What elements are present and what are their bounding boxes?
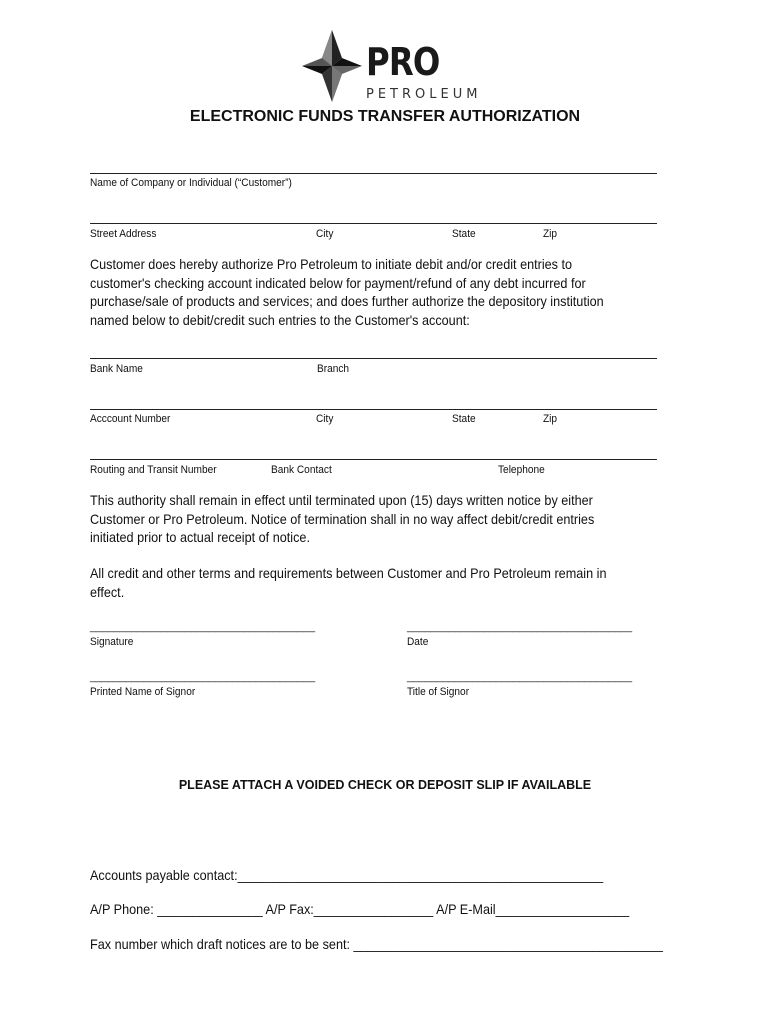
account-number-field[interactable]	[90, 409, 657, 410]
customer-name-field[interactable]	[90, 173, 657, 174]
bank-state-label: State	[452, 413, 476, 425]
bank-name-label: Bank Name	[90, 363, 143, 375]
bank-contact-label: Bank Contact	[271, 464, 332, 476]
routing-number-field[interactable]	[90, 459, 657, 460]
routing-number-label: Routing and Transit Number	[90, 464, 217, 476]
printed-name-label: Printed Name of Signor	[90, 686, 196, 698]
street-address-field[interactable]	[90, 223, 657, 224]
signature-field[interactable]: ______________________________________	[90, 621, 315, 633]
branch-label: Branch	[317, 363, 350, 375]
logo-wordmark-pro: PRO	[366, 40, 440, 84]
account-number-label: Acccount Number	[90, 413, 171, 425]
authorization-paragraph: Customer does hereby authorize Pro Petroleum to initiate debit and/or credit entries to customer's checking account indicated below for payment/refund of any debt incurred for purchase/sale of products and services; and does further authorize the depository institution named below to debit/credit such entries to the Customer's account:	[90, 257, 604, 328]
logo-wordmark-petroleum: PETROLEUM	[366, 87, 482, 102]
street-address-label: Street Address	[90, 228, 157, 240]
telephone-label: Telephone	[498, 464, 545, 476]
ap-email-field[interactable]: A/P E-Mail___________________	[436, 902, 630, 917]
ap-phone-fax-email-row	[90, 902, 629, 917]
termination-paragraph: This authority shall remain in effect until terminated upon (15) days written notice by either Customer or Pro Petroleum. Notice of termination shall in no way affect debit/credit entries initiated prior to actual receipt of notice.	[90, 493, 595, 545]
ap-phone-field[interactable]: A/P Phone: _______________	[90, 902, 263, 917]
terms-paragraph: All credit and other terms and requirements between Customer and Pro Petroleum remain in effect.	[90, 566, 607, 600]
customer-city-label: City	[316, 228, 334, 240]
title-of-signor-label: Title of Signor	[407, 686, 470, 698]
date-label: Date	[407, 636, 429, 648]
page-title: ELECTRONIC FUNDS TRANSFER AUTHORIZATION	[189, 108, 581, 125]
bank-city-label: City	[316, 413, 334, 425]
title-of-signor-field[interactable]: ______________________________________	[407, 671, 632, 683]
customer-zip-label: Zip	[543, 228, 558, 240]
bank-name-field[interactable]	[90, 358, 657, 359]
customer-state-label: State	[452, 228, 476, 240]
customer-name-label: Name of Company or Individual (“Customer”)	[90, 177, 292, 189]
ap-contact-field[interactable]: Accounts payable contact:____________________________________________________	[90, 868, 604, 883]
voided-check-notice: PLEASE ATTACH A VOIDED CHECK OR DEPOSIT SLIP IF AVAILABLE	[178, 778, 592, 792]
printed-name-field[interactable]: ______________________________________	[90, 671, 315, 683]
bank-zip-label: Zip	[543, 413, 558, 425]
signature-label: Signature	[90, 636, 134, 648]
ap-fax-field[interactable]: A/P Fax:_________________	[265, 902, 434, 917]
date-field[interactable]: ______________________________________	[407, 621, 632, 633]
fax-number-field[interactable]: Fax number which draft notices are to be sent: ____________________________________________	[90, 937, 663, 952]
